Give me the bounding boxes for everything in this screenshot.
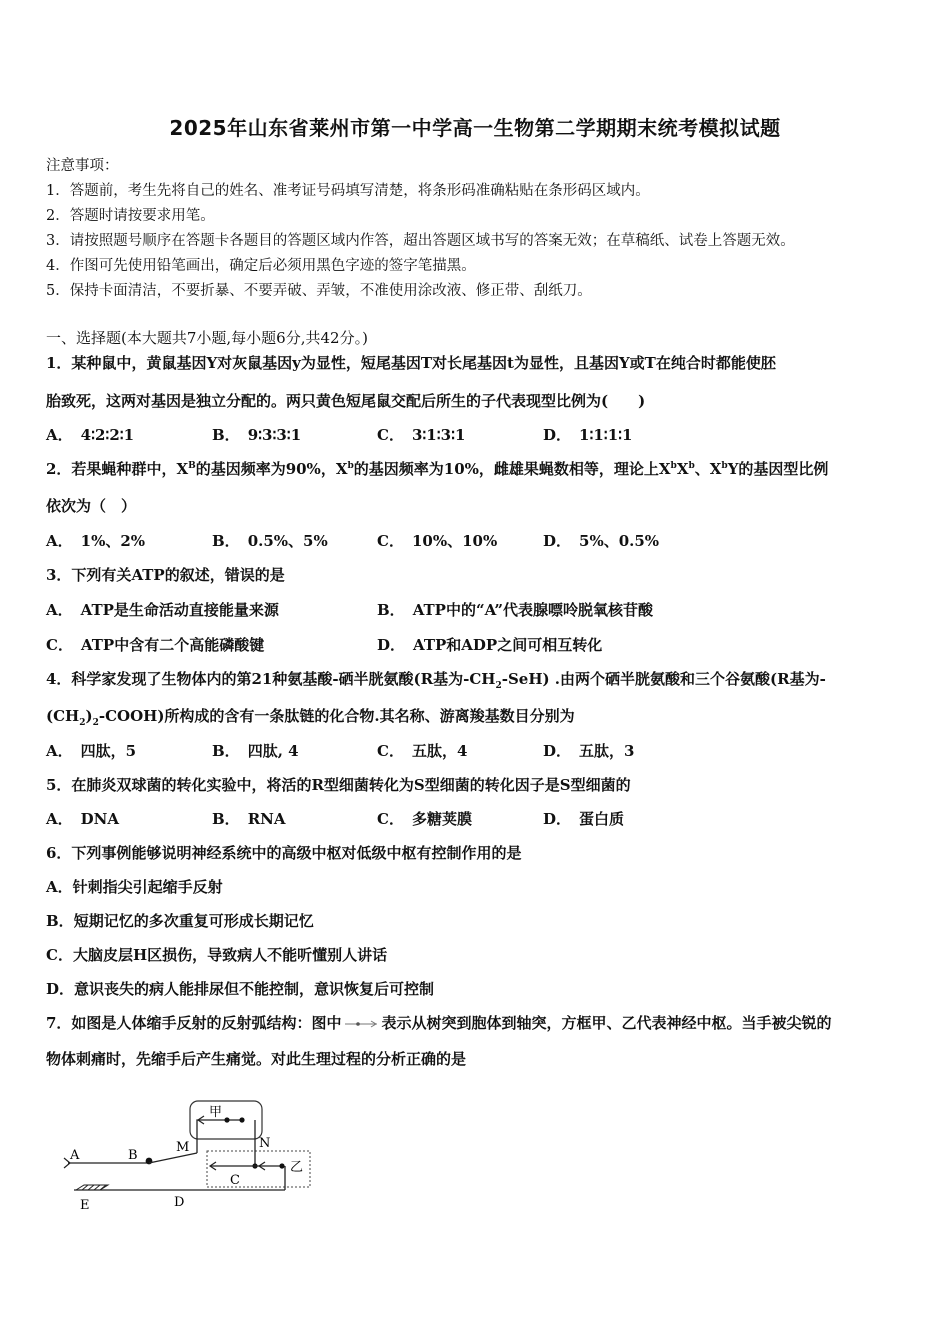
option-d: D． 1∶1∶1∶1 xyxy=(543,426,633,444)
synapse-dot xyxy=(146,1158,153,1165)
option-b: B． 9∶3∶3∶1 xyxy=(212,426,302,444)
synapse-dot xyxy=(224,1117,229,1122)
notes-item: 3．请按照题号顺序在答题卡各题目的答题区域内作答，超出答题区域书写的答案无效；在草稿纸、试卷上答题无效。 xyxy=(46,233,795,249)
question-2-line1: 2．若果蝇种群中，$X^B$的基因频率为90%，$X^b$的基因频率为10%，雌雄果蝇数相等，理论上$X^bX^b$、$X^bY$的基因型比例 xyxy=(46,460,829,478)
option-c: C． 五肽，4 xyxy=(377,742,468,760)
option-a: A． 1%、2% xyxy=(46,532,146,550)
effector-hatch xyxy=(88,1185,94,1190)
option-a: A． ATP是生命活动直接能量来源 xyxy=(46,601,279,619)
question-4-line1: 4．科学家发现了生物体内的第21种氨基酸-硒半胱氨酸(R基为$-CH_2-SeH$) .由两个硒半胱氨酸和三个谷氨酸(R基为- xyxy=(46,670,826,691)
reflex-arc-figure xyxy=(60,1096,320,1216)
label-yi: 乙 xyxy=(290,1160,304,1175)
question-2-line2: 依次为（ ） xyxy=(46,497,137,515)
question-4-line2: $(CH_2)_2-COOH$)所构成的含有一条肽链的化合物.其名称、游离羧基数目分别为 xyxy=(46,707,575,728)
option-d: D． 5%、0.5% xyxy=(543,532,660,550)
jia-inner-path xyxy=(197,1120,242,1153)
option-d: D． 蛋白质 xyxy=(543,810,625,828)
notes-item: 4．作图可先使用铅笔画出，确定后必须用黑色字迹的签字笔描黑。 xyxy=(46,258,476,274)
option-d: D．意识丧失的病人能排尿但不能控制，意识恢复后可控制 xyxy=(46,980,435,998)
question-6-line1: 6．下列事例能够说明神经系统中的高级中枢对低级中枢有控制作用的是 xyxy=(46,844,522,862)
label-n: N xyxy=(259,1136,271,1151)
afferent-fiber xyxy=(149,1153,197,1163)
label-jia: 甲 xyxy=(209,1105,223,1120)
option-d: D． ATP和ADP之间可相互转化 xyxy=(377,636,603,654)
neuron-direction-icon xyxy=(343,1019,379,1029)
label-a: A xyxy=(70,1148,80,1163)
option-a: A． 4∶2∶2∶1 xyxy=(46,426,135,444)
option-b: B． 四肽, 4 xyxy=(212,742,299,760)
notes-item: 5．保持卡面清洁，不要折暴、不要弄破、弄皱，不准使用涂改液、修正带、刮纸刀。 xyxy=(46,283,592,299)
option-c: C． 多糖荚膜 xyxy=(377,810,472,828)
label-b: B xyxy=(128,1148,138,1163)
question-7-line2: 物体刺痛时，先缩手后产生痛觉。对此生理过程的分析正确的是 xyxy=(46,1050,467,1068)
label-m: M xyxy=(176,1140,190,1155)
option-a: A．针刺指尖引起缩手反射 xyxy=(46,878,223,896)
synapse-dot xyxy=(279,1163,284,1168)
synapse-dot xyxy=(239,1117,244,1122)
option-b: B． RNA xyxy=(212,810,286,828)
option-d: D． 五肽，3 xyxy=(543,742,635,760)
option-b: B． ATP中的“A”代表腺嘌呤脱氧核苷酸 xyxy=(377,601,654,619)
option-c: C． 3∶1∶3∶1 xyxy=(377,426,466,444)
option-a: A． DNA xyxy=(46,810,119,828)
question-7-line1: 7．如图是人体缩手反射的反射弧结构：图中 表示从树突到胞体到轴突，方框甲、乙代表神经中枢。当手被尖锐的 xyxy=(46,1014,832,1032)
label-d: D xyxy=(174,1195,185,1210)
option-c: C． 10%、10% xyxy=(377,532,498,550)
section-heading: 一、选择题(本大题共7小题,每小题6分,共42分。) xyxy=(46,329,368,347)
option-b: B．短期记忆的多次重复可形成长期记忆 xyxy=(46,912,314,930)
option-c: C．大脑皮层H区损伤，导致病人不能听懂别人讲话 xyxy=(46,946,388,964)
page-title: 2025年山东省莱州市第一中学高一生物第二学期期末统考模拟试题 xyxy=(169,116,781,140)
effector-hatch xyxy=(94,1185,100,1190)
question-1-line2: 胎致死，这两对基因是独立分配的。两只黄色短尾鼠交配后所生的子代表现型比例为( ) xyxy=(46,392,646,410)
label-c: C xyxy=(230,1173,240,1188)
notes-item: 2．答题时请按要求用笔。 xyxy=(46,208,215,224)
question-5-line1: 5．在肺炎双球菌的转化实验中，将活的R型细菌转化为S型细菌的转化因子是S型细菌的 xyxy=(46,776,631,794)
effector-hatch xyxy=(100,1185,106,1190)
option-a: A． 四肽，5 xyxy=(46,742,137,760)
option-b: B． 0.5%、5% xyxy=(212,532,328,550)
question-3-line1: 3．下列有关ATP的叙述，错误的是 xyxy=(46,566,285,584)
option-c: C． ATP中含有二个高能磷酸键 xyxy=(46,636,265,654)
label-e: E xyxy=(80,1198,90,1213)
question-1-line1: 1．某种鼠中，黄鼠基因Y对灰鼠基因y为显性，短尾基因T对长尾基因t为显性，且基因Y或T在纯合时都能使胚 xyxy=(46,354,776,372)
notes-item: 1．答题前，考生先将自己的姓名、准考证号码填写清楚，将条形码准确粘贴在条形码区域内。 xyxy=(46,183,650,199)
notes-heading: 注意事项： xyxy=(46,158,119,174)
